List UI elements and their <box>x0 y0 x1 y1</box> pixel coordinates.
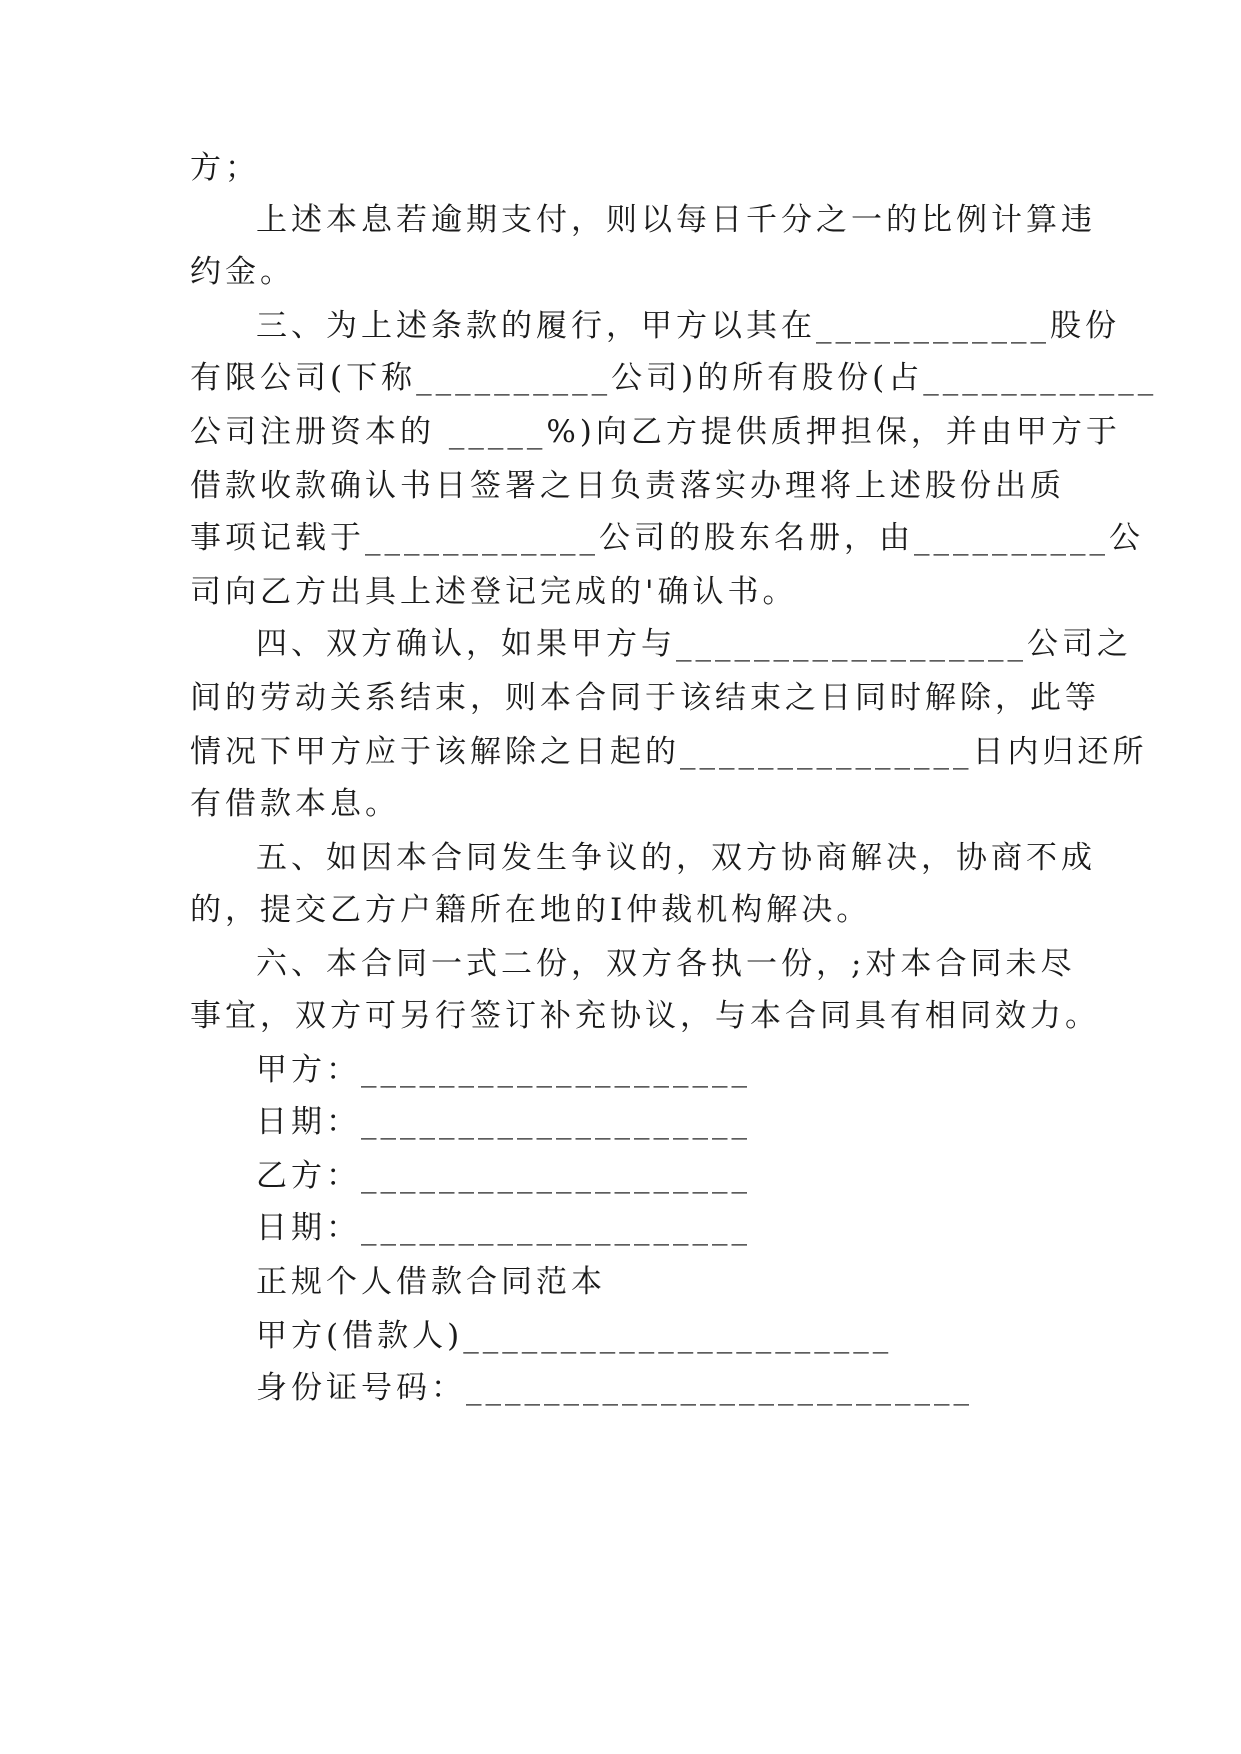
signature-line-party-a: 甲方：____________________ <box>256 1052 751 1088</box>
text-line: 事项记载于____________公司的股东名册，由__________公 <box>190 520 1144 556</box>
text-line: 三、为上述条款的履行，甲方以其在____________股份 <box>256 308 1120 344</box>
id-number-field: 身份证号码：__________________________ <box>256 1370 973 1406</box>
text-line: 四、双方确认，如果甲方与__________________公司之 <box>256 626 1132 662</box>
signature-line-date-a: 日期：____________________ <box>256 1104 751 1140</box>
text-line: 有限公司(下称__________公司)的所有股份(占____________ <box>190 360 1158 396</box>
text-line: 上述本息若逾期支付，则以每日千分之一的比例计算违 <box>256 202 1096 238</box>
text-line: 公司注册资本的 _____%)向乙方提供质押担保，并由甲方于 <box>190 414 1121 450</box>
signature-line-date-b: 日期：____________________ <box>256 1210 751 1246</box>
text-line: 事宜，双方可另行签订补充协议，与本合同具有相同效力。 <box>190 998 1100 1034</box>
text-line: 司向乙方出具上述登记完成的'确认书。 <box>190 574 798 610</box>
signature-line-party-b: 乙方：____________________ <box>256 1158 751 1194</box>
text-line: 的，提交乙方户籍所在地的Ⅰ仲裁机构解决。 <box>190 892 872 928</box>
text-line: 情况下甲方应于该解除之日起的_______________日内归还所 <box>190 734 1148 770</box>
section-title: 正规个人借款合同范本 <box>256 1264 606 1300</box>
text-line: 五、如因本合同发生争议的，双方协商解决，协商不成 <box>256 840 1096 876</box>
text-line: 六、本合同一式二份，双方各执一份，;对本合同未尽 <box>256 946 1076 982</box>
text-line: 有借款本息。 <box>190 786 400 822</box>
text-line: 借款收款确认书日签署之日负责落实办理将上述股份出质 <box>190 468 1065 504</box>
text-line: 方； <box>190 150 260 186</box>
text-line: 约金。 <box>190 254 295 290</box>
text-line: 间的劳动关系结束，则本合同于该结束之日同时解除，此等 <box>190 680 1100 716</box>
borrower-field: 甲方(借款人)______________________ <box>256 1318 893 1354</box>
